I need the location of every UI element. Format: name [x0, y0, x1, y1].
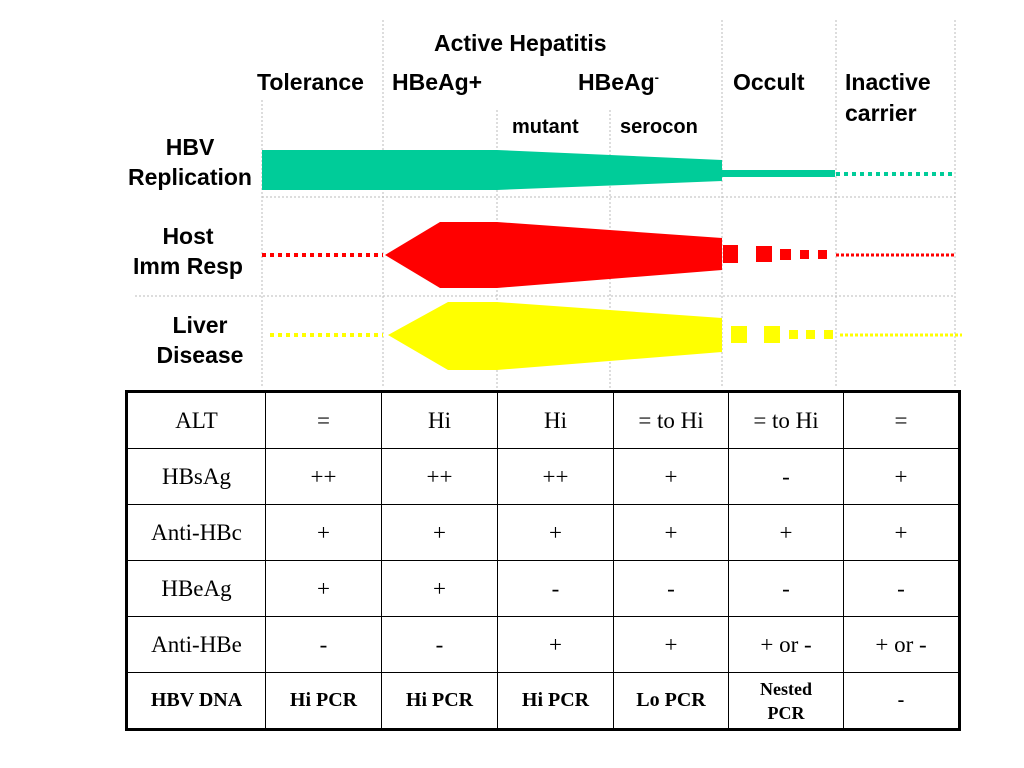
- table-row-label: ALT: [127, 392, 266, 449]
- table-cell: +: [382, 505, 498, 561]
- table-cell: Lo PCR: [614, 673, 729, 730]
- table-cell: Hi: [382, 392, 498, 449]
- host-dash-2: [756, 246, 772, 262]
- row-label-replication: [110, 132, 270, 192]
- table-cell: -: [729, 561, 844, 617]
- liver-dash-4: [806, 330, 815, 339]
- table-cell: Hi PCR: [266, 673, 382, 730]
- row-label-liver-line2: Disease: [156, 342, 244, 368]
- table-row-label: HBV DNA: [127, 673, 266, 730]
- phase-hbeag-neg-heading: [578, 71, 659, 94]
- table-cell: +: [498, 617, 614, 673]
- table-cell: +: [266, 561, 382, 617]
- row-label-replication-line2: Replication: [128, 164, 252, 190]
- table-cell: -: [498, 561, 614, 617]
- table-row-anti-hbc: [127, 505, 960, 561]
- table-cell: +: [266, 505, 382, 561]
- row-label-liver-line1: Liver: [172, 312, 228, 338]
- host-shape: [385, 222, 722, 288]
- row-label-host-line1: Host: [162, 223, 214, 249]
- liver-band: [270, 302, 962, 370]
- phase-hbeag-neg-label: HBeAg: [578, 69, 655, 95]
- table-cell: +: [614, 449, 729, 505]
- replication-occult-bar: [722, 170, 835, 177]
- host-band: [262, 222, 955, 288]
- serology-table: [125, 390, 961, 731]
- table-cell: Hi: [498, 392, 614, 449]
- nested-pcr-line2: PCR: [767, 702, 805, 723]
- host-dash-4: [800, 250, 809, 259]
- subphase-serocon-heading: serocon: [620, 116, 698, 138]
- table-cell: +: [614, 617, 729, 673]
- table-cell: -: [614, 561, 729, 617]
- table-cell: +: [844, 449, 960, 505]
- table-cell: ++: [382, 449, 498, 505]
- table-cell: +: [614, 505, 729, 561]
- table-row-label: Anti-HBc: [127, 505, 266, 561]
- table-cell: ++: [498, 449, 614, 505]
- liver-dash-5: [824, 330, 833, 339]
- liver-dash-2: [764, 326, 780, 343]
- table-cell: Hi PCR: [382, 673, 498, 730]
- table-row-label: Anti-HBe: [127, 617, 266, 673]
- table-row-alt: [127, 392, 960, 449]
- replication-band: [262, 150, 955, 190]
- phase-tolerance-heading: Tolerance: [257, 69, 364, 95]
- nested-pcr-line1: Nested: [760, 678, 812, 699]
- table-cell: =: [266, 392, 382, 449]
- table-cell: -: [844, 673, 960, 730]
- liver-dash-3: [789, 330, 798, 339]
- replication-shape: [262, 150, 722, 190]
- table-row-hbv-dna: [127, 673, 960, 730]
- table-cell: Hi PCR: [498, 673, 614, 730]
- phase-inactive-heading: Inactive: [845, 69, 931, 95]
- liver-dash-1: [731, 326, 747, 343]
- table-row-hbsag: [127, 449, 960, 505]
- phase-inactive-heading-line2: carrier: [845, 100, 917, 126]
- table-cell: =: [844, 392, 960, 449]
- row-label-replication-line1: HBV: [165, 134, 215, 160]
- table-cell: +: [498, 505, 614, 561]
- host-dash-5: [818, 250, 827, 259]
- liver-shape: [388, 302, 722, 370]
- subphase-mutant-heading: mutant: [512, 116, 579, 138]
- table-cell: -: [266, 617, 382, 673]
- table-cell: + or -: [729, 617, 844, 673]
- active-hepatitis-heading: Active Hepatitis: [434, 30, 607, 56]
- table-cell: + or -: [844, 617, 960, 673]
- host-dash-1: [723, 245, 738, 263]
- table-cell-nested-pcr: [729, 673, 844, 730]
- host-dash-3: [780, 249, 791, 260]
- table-cell: -: [729, 449, 844, 505]
- table-row-label: HBsAg: [127, 449, 266, 505]
- table-cell: -: [382, 617, 498, 673]
- table-cell: +: [382, 561, 498, 617]
- table-row-label: HBeAg: [127, 561, 266, 617]
- table-cell: +: [844, 505, 960, 561]
- table-cell: = to Hi: [729, 392, 844, 449]
- row-label-host: [108, 221, 268, 281]
- row-label-liver: [120, 310, 280, 370]
- hbeag-neg-superscript: -: [654, 69, 660, 85]
- phase-hbeag-pos-heading: HBeAg+: [392, 69, 483, 95]
- row-label-host-line2: Imm Resp: [133, 253, 243, 279]
- table-cell: = to Hi: [614, 392, 729, 449]
- table-row-hbeag: [127, 561, 960, 617]
- table-cell: ++: [266, 449, 382, 505]
- table-row-anti-hbe: [127, 617, 960, 673]
- phase-occult-heading: Occult: [733, 69, 805, 95]
- table-cell: -: [844, 561, 960, 617]
- table-cell: +: [729, 505, 844, 561]
